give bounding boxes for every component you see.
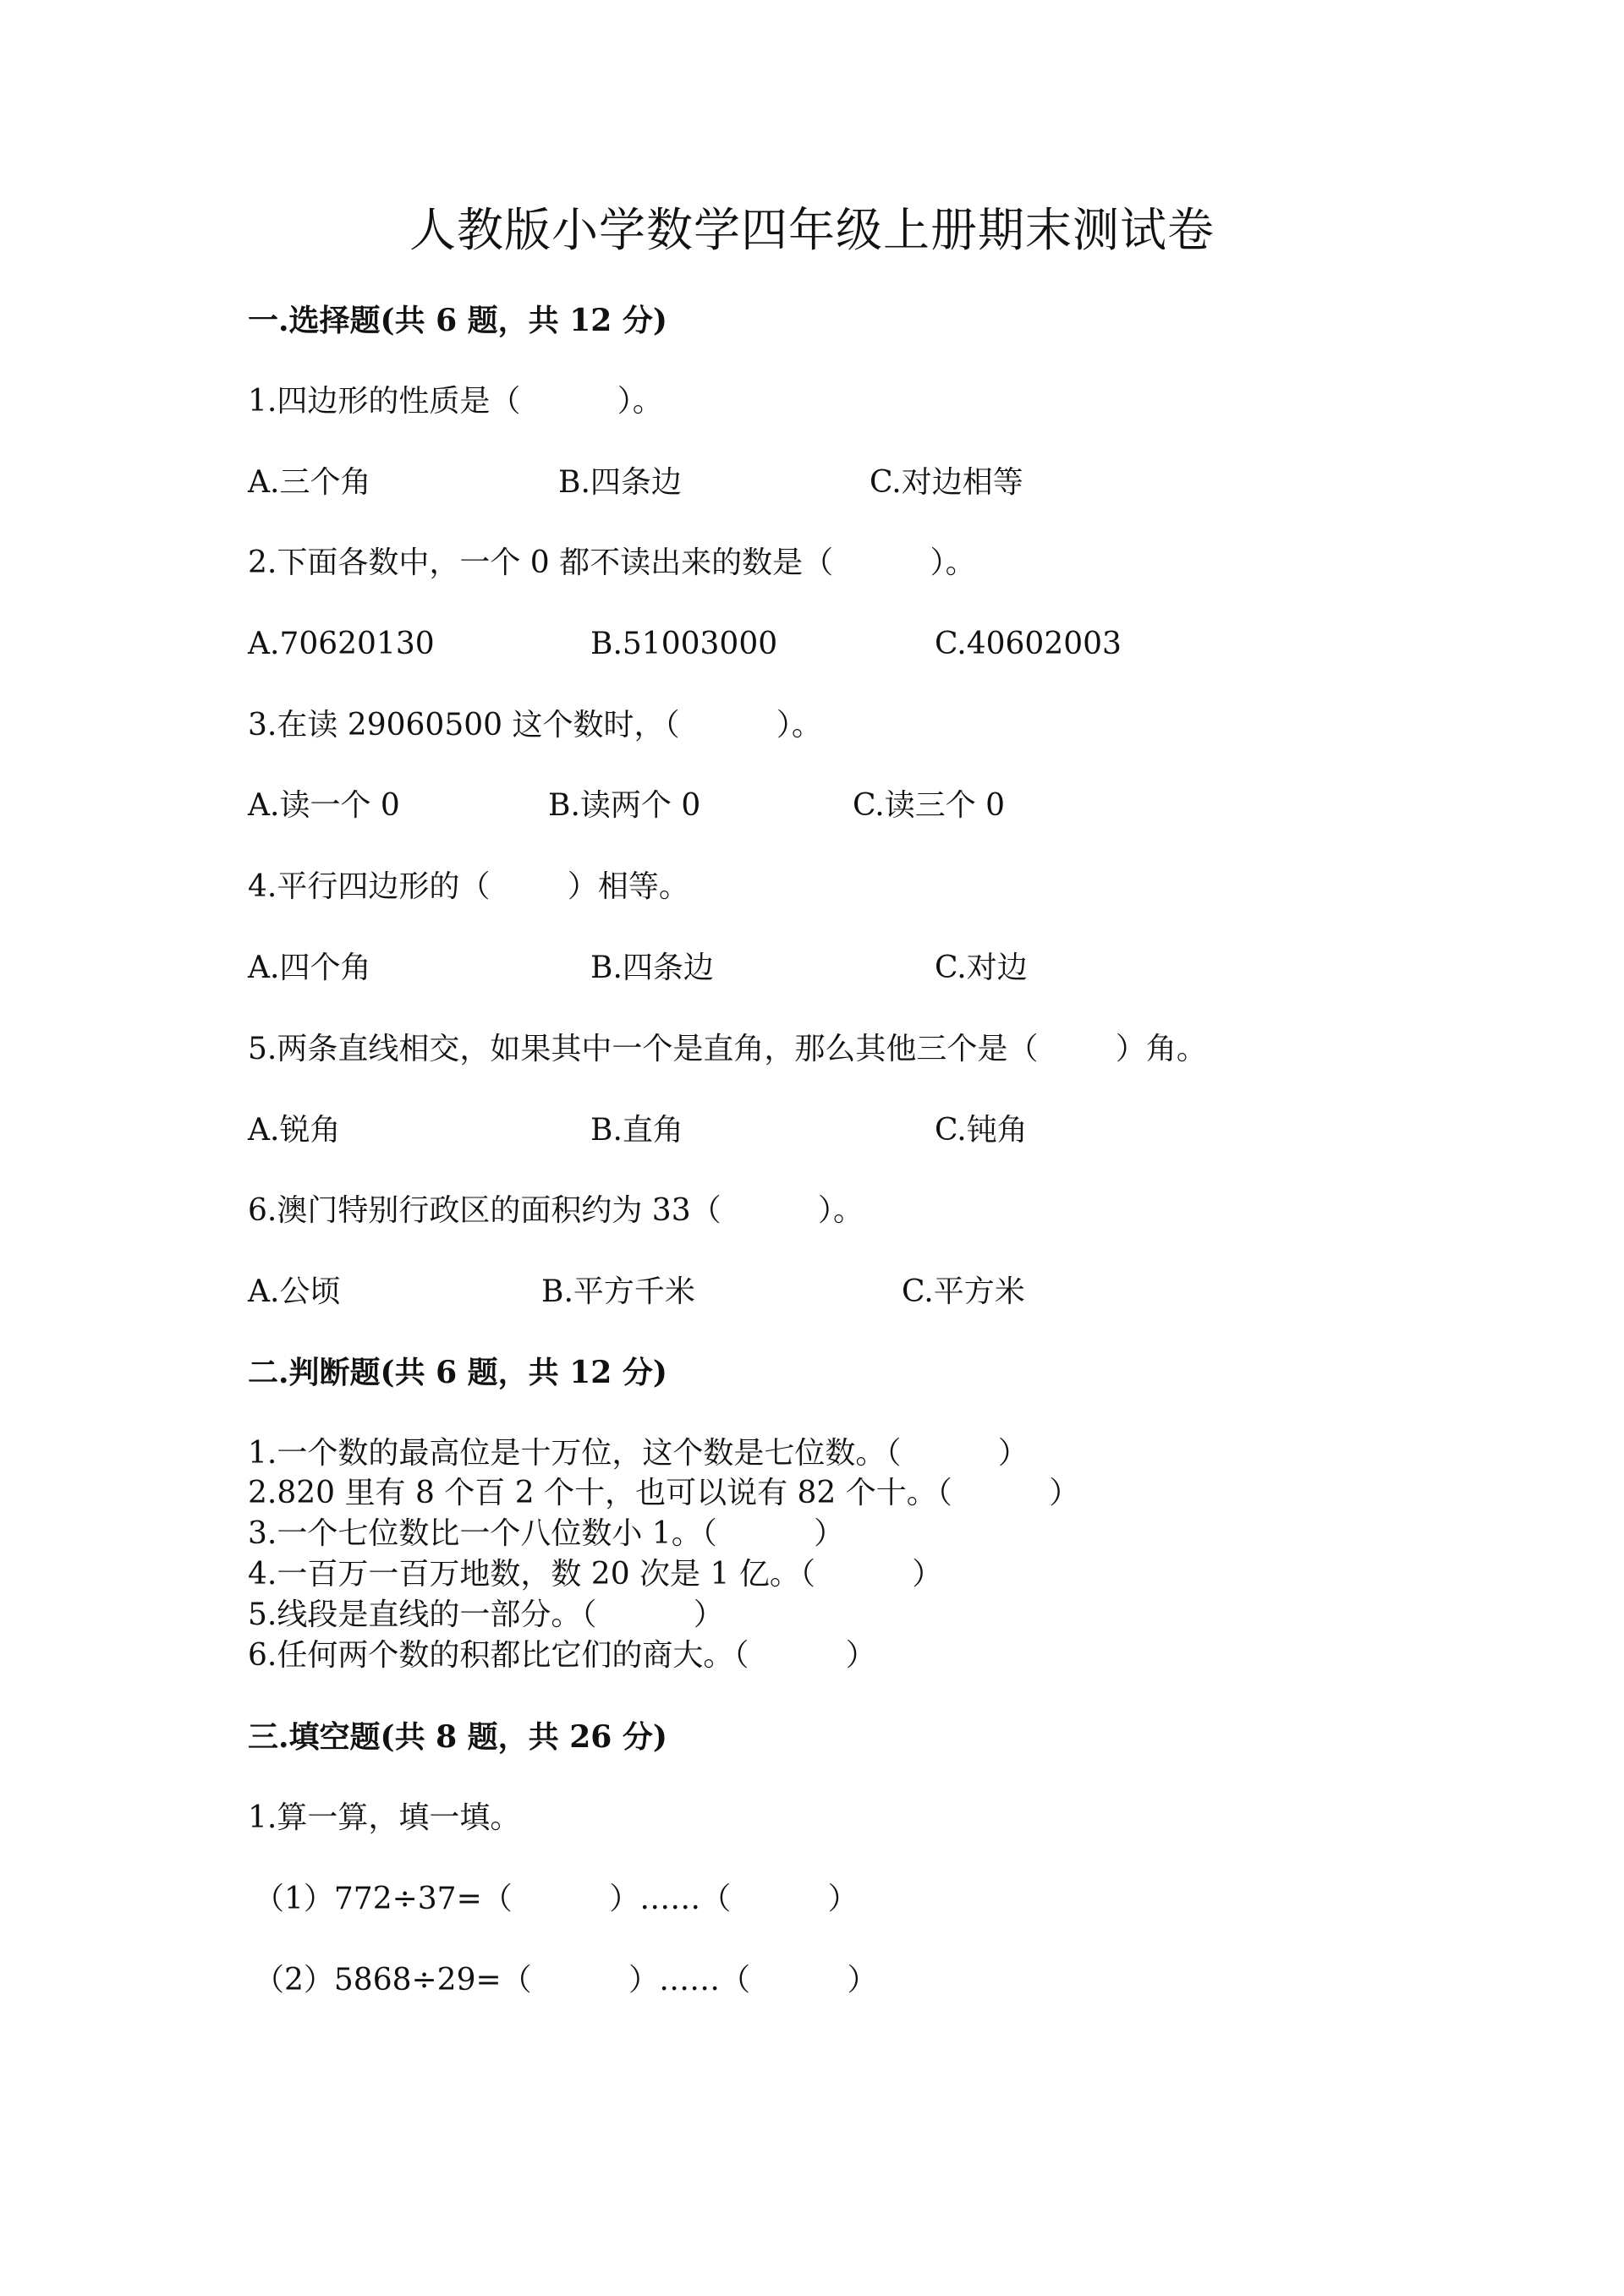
judge-item: 3.一个七位数比一个八位数小 1。（ ）: [248, 1516, 845, 1551]
option-b: B.四条边: [590, 951, 714, 985]
option-b: B.直角: [590, 1113, 683, 1148]
judge-item: 2.820 里有 8 个百 2 个十，也可以说有 82 个十。（ ）: [248, 1476, 1080, 1510]
page-title: 人教版小学数学四年级上册期末测试卷: [409, 203, 1215, 257]
question-stem: 6.澳门特别行政区的面积约为 33（ ）。: [248, 1193, 864, 1228]
section-fill-header: 三.填空题(共 8 题，共 26 分): [248, 1719, 667, 1755]
option-b: B.四条边: [558, 465, 682, 500]
question-stem: 3.在读 29060500 这个数时，（ ）。: [248, 708, 822, 743]
section-choice-header: 一.选择题(共 6 题，共 12 分): [248, 303, 667, 338]
question-stem: 5.两条直线相交，如果其中一个是直角，那么其他三个是（ ）角。: [248, 1032, 1207, 1066]
section-judge-header: 二.判断题(共 6 题，共 12 分): [248, 1355, 667, 1390]
question-stem: 2.下面各数中，一个 0 都不读出来的数是（ ）。: [248, 545, 976, 580]
judge-item: 4.一百万一百万地数，数 20 次是 1 亿。（ ）: [248, 1557, 943, 1592]
option-c: C.平方米: [902, 1274, 1025, 1309]
option-c: C.读三个 0: [853, 788, 1006, 823]
sub-question: （1）772÷37=（ ）……（ ）: [254, 1882, 859, 1916]
judge-item: 5.线段是直线的一部分。（ ）: [248, 1597, 724, 1632]
question-stem: 1.四边形的性质是（ ）。: [248, 384, 663, 419]
judge-item: 1.一个数的最高位是十万位，这个数是七位数。（ ）: [248, 1436, 1029, 1471]
judge-item: 6.任何两个数的积都比它们的商大。（ ）: [248, 1638, 876, 1673]
option-b: B.平方千米: [541, 1274, 695, 1309]
question-stem: 1.算一算，填一填。: [248, 1800, 521, 1835]
option-c: C.40602003: [935, 627, 1122, 661]
sub-question: （2）5868÷29=（ ）……（ ）: [254, 1963, 878, 1997]
option-a: A.读一个 0: [248, 788, 400, 823]
option-a: A.70620130: [248, 627, 435, 661]
option-a: A.公顷: [248, 1274, 341, 1309]
option-b: B.读两个 0: [548, 788, 701, 823]
option-a: A.三个角: [248, 465, 371, 500]
option-a: A.锐角: [248, 1113, 341, 1148]
option-c: C.钝角: [935, 1113, 1028, 1148]
option-a: A.四个角: [248, 951, 371, 985]
option-c: C.对边: [935, 951, 1028, 985]
option-b: B.51003000: [590, 627, 778, 661]
option-c: C.对边相等: [870, 465, 1023, 500]
question-stem: 4.平行四边形的（ ）相等。: [248, 869, 689, 904]
